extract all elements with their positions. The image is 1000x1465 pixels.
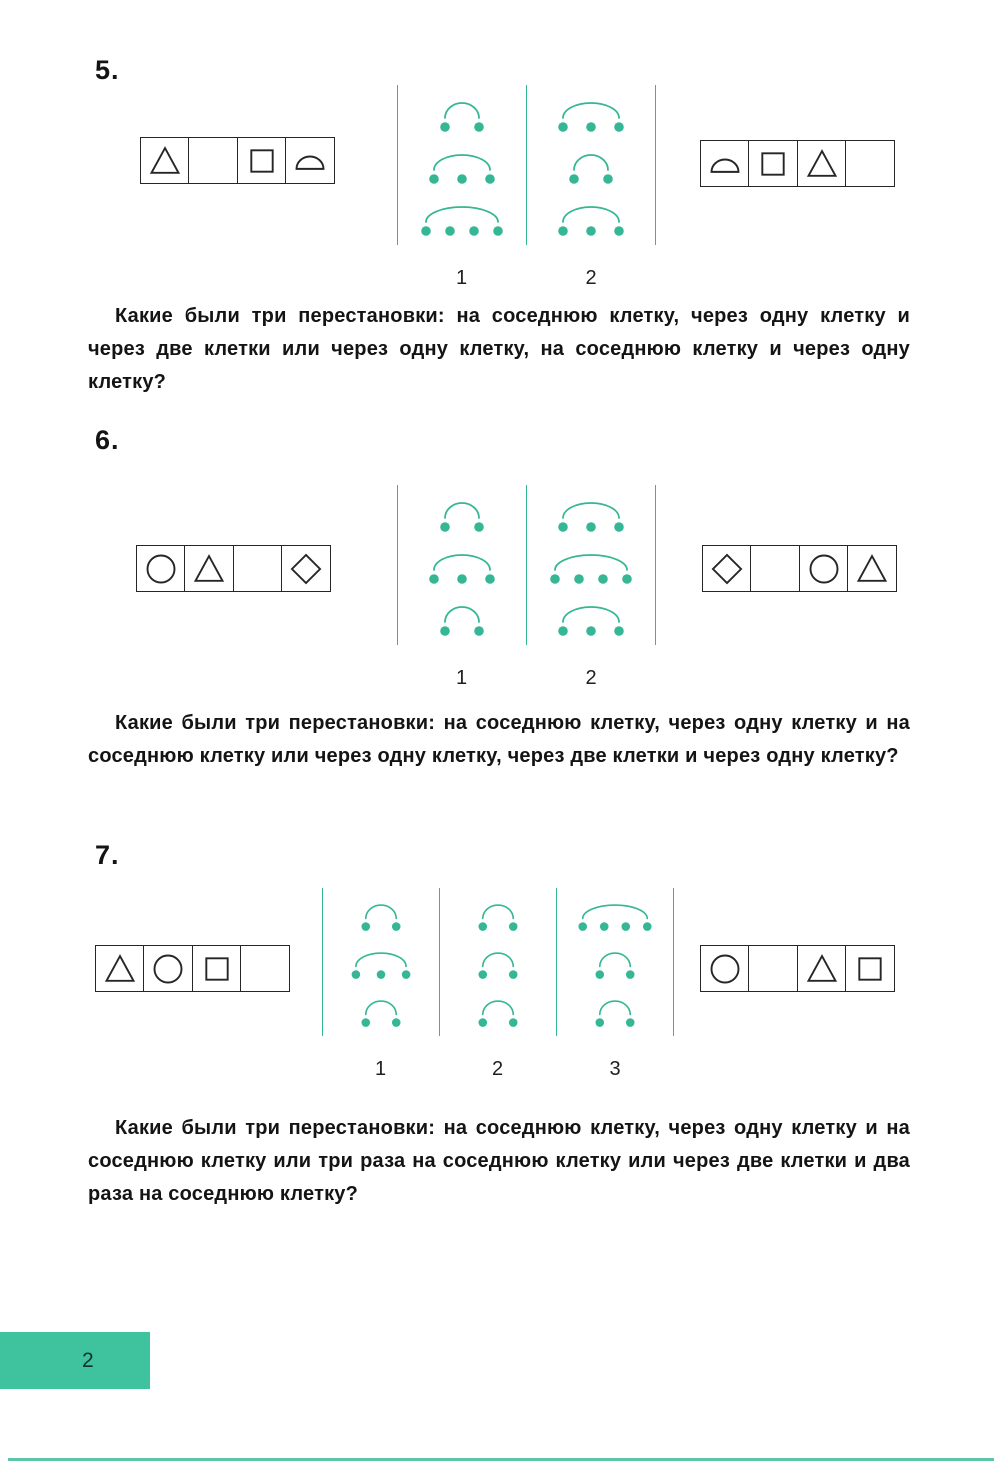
swap-arc-row	[446, 940, 550, 984]
swap-arc-row	[329, 988, 433, 1032]
circle-shape	[707, 951, 743, 987]
triangle-shape	[854, 551, 890, 587]
semicircle-shape	[292, 143, 328, 179]
shape-cell-empty	[240, 945, 290, 992]
shape-cell-square	[845, 945, 895, 992]
shape-cell-semicircle	[700, 140, 750, 187]
exercise-5	[0, 55, 1000, 425]
swap-arc-row	[533, 141, 649, 189]
swap-arc-row	[404, 89, 520, 137]
swap-arc-row	[533, 89, 649, 137]
shape-cell-triangle	[797, 140, 847, 187]
permutation-diagram	[526, 485, 656, 690]
shape-cell-semicircle	[285, 137, 335, 184]
shape-cell-triangle	[140, 137, 190, 184]
swap-arc-row	[404, 541, 520, 589]
swap-arc-row	[563, 988, 667, 1032]
permutation-diagram	[556, 888, 674, 1081]
diagram-number: 2	[585, 267, 597, 289]
shape-strip-right	[702, 545, 897, 592]
diagram-number: 2	[491, 1058, 504, 1080]
square-shape	[199, 951, 235, 987]
permutation-diagram	[397, 85, 526, 290]
question-text: Какие были три перестановки: на соседнюю клетку, через одну клетку и через две клетки или через одну клетку, на соседнюю клетку и через одну клетку?	[88, 305, 910, 393]
shape-cell-empty	[750, 545, 800, 592]
shape-cell-empty	[188, 137, 238, 184]
exercise-7	[0, 840, 1000, 1220]
diagram-rows	[526, 485, 656, 645]
shape-cell-triangle	[797, 945, 847, 992]
permutation-diagrams	[322, 888, 674, 1081]
page-number: 2	[82, 1348, 94, 1372]
diagram-number: 3	[609, 1058, 621, 1080]
swap-arc-row	[329, 892, 433, 936]
exercise-number: 6.	[95, 425, 120, 455]
shape-strip-left	[136, 545, 331, 592]
triangle-shape	[804, 146, 840, 182]
diagram-number: 1	[374, 1058, 387, 1080]
swap-arc-row	[533, 193, 649, 241]
shape-cell-triangle	[847, 545, 897, 592]
question-text: Какие были три перестановки: на соседнюю клетку, через одну клетку и на соседнюю клетку или три раза на соседнюю клетку или через две клетки и два раза на соседнюю клетку?	[88, 1117, 910, 1205]
shape-strip-left	[95, 945, 290, 992]
swap-arc-row	[533, 541, 649, 589]
semicircle-shape	[707, 146, 743, 182]
diagram-rows	[556, 888, 674, 1036]
shape-cell-square	[192, 945, 242, 992]
page-number-tab	[0, 1332, 150, 1389]
permutation-diagram	[439, 888, 556, 1081]
triangle-shape	[147, 143, 183, 179]
swap-arc-row	[533, 489, 649, 537]
swap-arc-row	[446, 892, 550, 936]
exercise-number: 5.	[95, 55, 120, 85]
diagram-rows	[322, 888, 439, 1036]
shape-cell-circle	[700, 945, 750, 992]
swap-arc-row	[404, 593, 520, 641]
circle-shape	[143, 551, 179, 587]
permutation-diagram	[397, 485, 526, 690]
diamond-shape	[709, 551, 745, 587]
shape-strip-right	[700, 140, 895, 187]
swap-arc-row	[404, 489, 520, 537]
page-edge-line	[8, 1458, 994, 1461]
diagram-rows	[439, 888, 556, 1036]
swap-arc-row	[563, 892, 667, 936]
square-shape	[755, 146, 791, 182]
permutation-diagrams	[397, 485, 656, 690]
shape-cell-empty	[748, 945, 798, 992]
circle-shape	[806, 551, 842, 587]
diagram-number: 1	[455, 267, 468, 289]
shape-cell-diamond	[281, 545, 331, 592]
triangle-shape	[102, 951, 138, 987]
permutation-diagram	[526, 85, 656, 290]
exercise-number: 7.	[95, 840, 120, 870]
shape-cell-triangle	[95, 945, 145, 992]
circle-shape	[150, 951, 186, 987]
diagram-number: 1	[455, 667, 468, 689]
swap-arc-row	[446, 988, 550, 1032]
question-text: Какие были три перестановки: на соседнюю клетку, через одну клетку и на соседнюю клетку или через одну клетку, через две клетки и через одну клетку?	[88, 712, 910, 767]
square-shape	[852, 951, 888, 987]
exercise-6	[0, 425, 1000, 805]
shape-cell-empty	[233, 545, 283, 592]
swap-arc-row	[329, 940, 433, 984]
shape-strip-left	[140, 137, 335, 184]
shape-cell-diamond	[702, 545, 752, 592]
shape-cell-empty	[845, 140, 895, 187]
square-shape	[244, 143, 280, 179]
diagram-rows	[397, 85, 526, 245]
shape-strip-right	[700, 945, 895, 992]
diagram-number: 2	[585, 667, 597, 689]
permutation-diagram	[322, 888, 439, 1081]
triangle-shape	[804, 951, 840, 987]
shape-cell-square	[237, 137, 287, 184]
shape-cell-triangle	[184, 545, 234, 592]
swap-arc-row	[404, 193, 520, 241]
shape-cell-circle	[143, 945, 193, 992]
swap-arc-row	[563, 940, 667, 984]
triangle-shape	[191, 551, 227, 587]
permutation-diagrams	[397, 85, 656, 290]
diagram-rows	[526, 85, 656, 245]
shape-cell-square	[748, 140, 798, 187]
diagram-rows	[397, 485, 526, 645]
shape-cell-circle	[136, 545, 186, 592]
shape-cell-circle	[799, 545, 849, 592]
swap-arc-row	[404, 141, 520, 189]
swap-arc-row	[533, 593, 649, 641]
diamond-shape	[288, 551, 324, 587]
